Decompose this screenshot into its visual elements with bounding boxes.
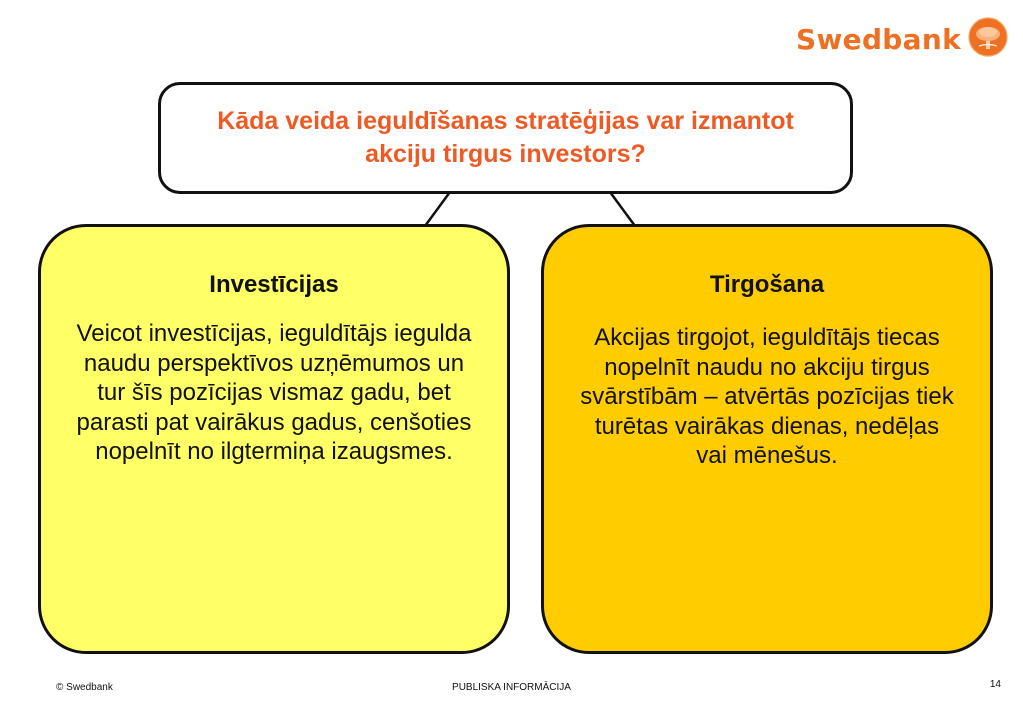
card-investments-body: Veicot investīcijas, ieguldītājs iegulda naudu perspektīvos uzņēmumos un tur šīs pozīcijas vismaz gadu, bet parasti pat vairākus gadus, cenšoties nopelnīt no ilgtermiņa izaugsmes. — [76, 320, 472, 465]
question-box — [158, 82, 853, 194]
footer-copyright: © Swedbank — [56, 682, 113, 693]
connector-right — [610, 192, 635, 226]
brand-name: Swedbank — [796, 23, 961, 56]
card-investments — [38, 224, 510, 654]
footer-classification: PUBLISKA INFORMĀCIJA — [452, 682, 571, 693]
card-trading — [541, 224, 993, 654]
footer-page-number: 14 — [989, 679, 1001, 690]
card-trading-body: Akcijas tirgojot, ieguldītājs tiecas nopelnīt naudu no akciju tirgus svārstībām – atvērtās pozīcijas tiek turētas vairākas dienas, nedēļas vai mēnešus. — [580, 324, 954, 469]
question-text: Kāda veida ieguldīšanas stratēģijas var izmantot akciju tirgus investors? — [217, 107, 794, 168]
connector-left — [425, 192, 450, 226]
card-trading-title: Tirgošana — [709, 271, 825, 298]
card-investments-title: Investīcijas — [209, 271, 339, 298]
